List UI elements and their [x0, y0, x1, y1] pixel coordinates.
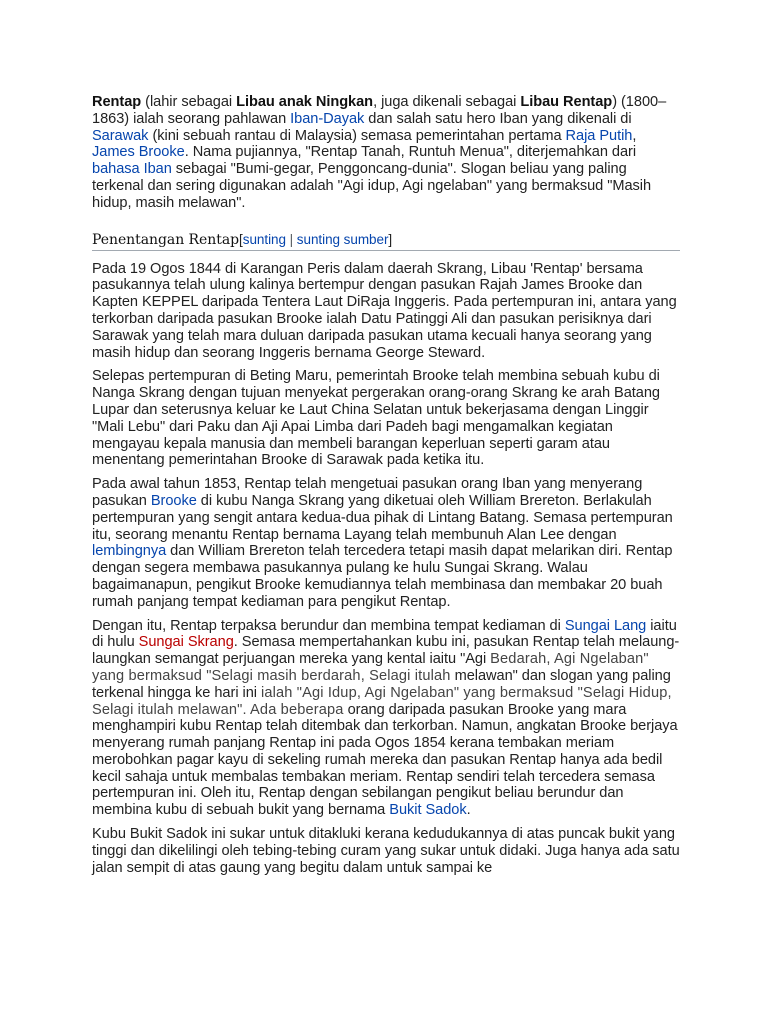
link-raja-putih[interactable]: Raja Putih	[565, 127, 633, 144]
paragraph-5: Kubu Bukit Sadok ini sukar untuk ditakluki kerana kedudukannya di atas puncak bukit yang tinggi dan dikelilingi oleh tebing-tebing curam yang sukar untuk didaki. Juga hanya ada satu jalan sempit di atas gaung yang begitu dalam untuk sampai ke	[92, 826, 680, 876]
link-james-brooke[interactable]: James Brooke	[92, 144, 185, 161]
link-lembingnya[interactable]: lembingnya	[92, 543, 167, 560]
link-brooke[interactable]: Brooke	[150, 492, 197, 509]
link-iban-dayak[interactable]: Iban-Dayak	[290, 110, 365, 127]
edit-link[interactable]: sunting	[242, 231, 286, 247]
article-body	[92, 94, 680, 883]
link-sungai-lang[interactable]: Sungai Lang	[564, 617, 647, 634]
bold-rentap: Rentap	[92, 94, 142, 110]
paragraph-4: Dengan itu, Rentap terpaksa berundur dan membina tempat kediaman di Sungai Lang iaitu di hulu Sungai Skrang. Semasa mempertahankan kubu ini, pasukan Rentap telah melaung-laungkan semangat perjuangan mereka yang kental iaitu "Agi Bedarah, Agi Ngelaban" yang bermaksud "Selagi masih berdarah, Selagi itulah melawan" dan slogan yang paling terkenal hingga ke hari ini ialah "Agi Idup, Agi Ngelaban" yang bermaksud "Selagi Hidup, Selagi itulah melawan". Ada beberapa orang daripada pasukan Brooke yang mara menghampiri kubu Rentap telah ditembak dan terkorban. Namun, angkatan Brooke berjaya menyerang rumah panjang Rentap ini pada Ogos 1854 kerana tembakan meriam merobohkan pagar kayu di sekeling rumah mereka dan pasukan Rentap hanya ada bedil kecil sahaja untuk membalas tembakan meriam. Rentap sendiri telah tercedera semasa pertempuran ini. Oleh itu, Rentap dengan sebilangan pengikut beliau berundur dan membina kubu di sebuah bukit yang bernama Bukit Sadok.	[92, 617, 680, 819]
section-title: Penentangan Rentap	[92, 231, 240, 248]
edit-links: [sunting | sunting sumber]	[239, 231, 393, 247]
redlink-sungai-skrang[interactable]: Sungai Skrang	[138, 634, 234, 651]
intro-paragraph: Rentap (lahir sebagai Libau anak Ningkan, juga dikenali sebagai Libau Rentap) (1800–1863) ialah seorang pahlawan Iban-Dayak dan salah satu hero Iban yang dikenali di Sarawak (kini sebuah rantau di Malaysia) semasa pemerintahan pertama Raja Putih, James Brooke. Nama pujiannya, "Rentap Tanah, Runtuh Menua", diterjemahkan dari bahasa Iban sebagai "Bumi-gegar, Penggoncang-dunia". Slogan beliau yang paling terkenal dan sering digunakan adalah "Agi idup, Agi ngelaban" yang bermaksud "Masih hidup, masih melawan".	[92, 94, 667, 211]
edit-source-link[interactable]: sunting sumber	[296, 231, 389, 247]
link-bukit-sadok[interactable]: Bukit Sadok	[389, 802, 467, 819]
section-heading	[92, 232, 680, 251]
bold-libau-rentap: Libau Rentap	[520, 94, 613, 110]
paragraph-1: Pada 19 Ogos 1844 di Karangan Peris dalam daerah Skrang, Libau 'Rentap' bersama pasukannya telah ulung kalinya bertempur dengan pasukan Rajah James Brooke dan Kapten KEPPEL daripada Tentera Laut DiRaja Inggeris. Pada pertempuran ini, antara yang terkorban daripada pasukan Brooke ialah Datu Patinggi Ali dan pasukan perisiknya dari Sarawak yang telah mara duluan daripada pasukan utama kecuali hanya seorang yang masih hidup dan seorang Inggeris bernama George Steward.	[92, 260, 677, 361]
bold-libau-anak-ningkan: Libau anak Ningkan	[236, 94, 374, 110]
link-sarawak[interactable]: Sarawak	[92, 127, 149, 144]
paragraph-2: Selepas pertempuran di Beting Maru, pemerintah Brooke telah membina sebuah kubu di Nanga Skrang dengan tujuan menyekat pergerakan orang-orang Skrang ke arah Batang Lupar dan seterusnya keluar ke Laut China Selatan untuk bekerjasama dengan Linggir "Mali Lebu" dari Paku dan Aji Apai Limba dari Padeh bagi mengamalkan kegiatan mengayau kepala manusia dan membeli barangan keperluan seperti garam atau menentang pemerintahan Brooke di Sarawak pada ketika itu.	[92, 368, 660, 469]
link-bahasa-iban[interactable]: bahasa Iban	[92, 161, 172, 178]
paragraph-3: Pada awal tahun 1853, Rentap telah mengetuai pasukan orang Iban yang menyerang pasukan Brooke di kubu Nanga Skrang yang diketuai oleh William Brereton. Berlakulah pertempuran yang sengit antara kedua-dua pihak di Lintang Batang. Semasa pertempuran itu, seorang menantu Rentap bernama Layang telah membunuh Alan Lee dengan lembingnya dan William Brereton telah tercedera tetapi masih dapat melarikan diri. Rentap dengan segera membawa pasukannya pulang ke hulu Sungai Skrang. Walau bagaimanapun, pengikut Brooke kemudiannya telah membinasa dan membakar 20 buah rumah panjang tempat kediaman para pengikut Rentap.	[92, 476, 673, 610]
